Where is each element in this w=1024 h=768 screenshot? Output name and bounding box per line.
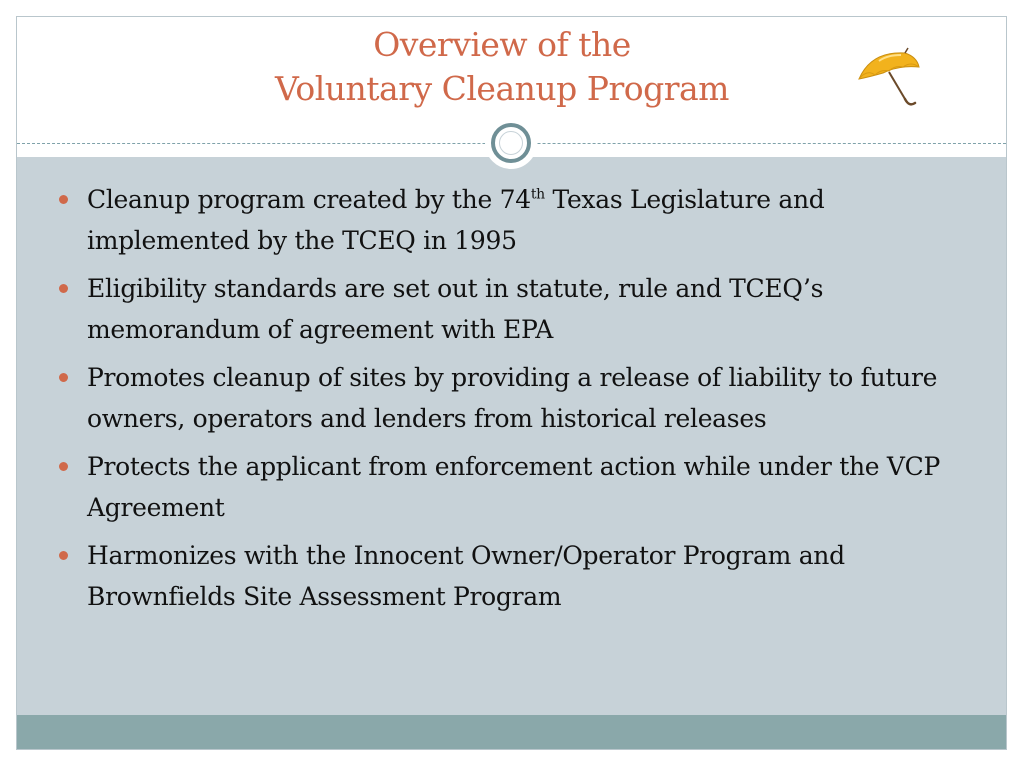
bullet-text: Promotes cleanup of sites by providing a release of liability to future owners, operators and lenders from historical releases (87, 363, 938, 433)
bullet-dot (59, 284, 68, 293)
ring-ornament-inner (491, 123, 531, 163)
bullet-dot (59, 195, 68, 204)
bullet-dot (59, 551, 68, 560)
slide (16, 16, 1007, 750)
bullet-text: Eligibility standards are set out in statute, rule and TCEQ’s memorandum of agreement with EPA (87, 274, 824, 344)
ring-ornament-center (499, 131, 523, 155)
slide-title (157, 23, 847, 111)
bullet-item (51, 535, 981, 617)
bullet-item (51, 179, 981, 261)
bullet-dot (59, 373, 68, 382)
slide-title-line-1: Overview of the (373, 25, 631, 64)
ordinal-suffix: th (530, 186, 545, 203)
bullet-dot (59, 462, 68, 471)
ring-ornament (485, 117, 537, 169)
bullet-text: Cleanup program created by the 74 (87, 185, 531, 214)
bullet-text: Protects the applicant from enforcement action while under the VCP Agreement (87, 452, 941, 522)
umbrella-icon (853, 45, 925, 111)
bullet-text: Harmonizes with the Innocent Owner/Operator Program and Brownfields Site Assessment Program (87, 541, 845, 611)
bullet-text-continued: Texas Legislature and implemented by the TCEQ in 1995 (87, 185, 825, 255)
bullet-item (51, 446, 981, 528)
bullet-list (51, 179, 981, 624)
bullet-item (51, 357, 981, 439)
bullet-item (51, 268, 981, 350)
footer-band (17, 715, 1006, 750)
slide-title-line-2: Voluntary Cleanup Program (275, 69, 729, 108)
